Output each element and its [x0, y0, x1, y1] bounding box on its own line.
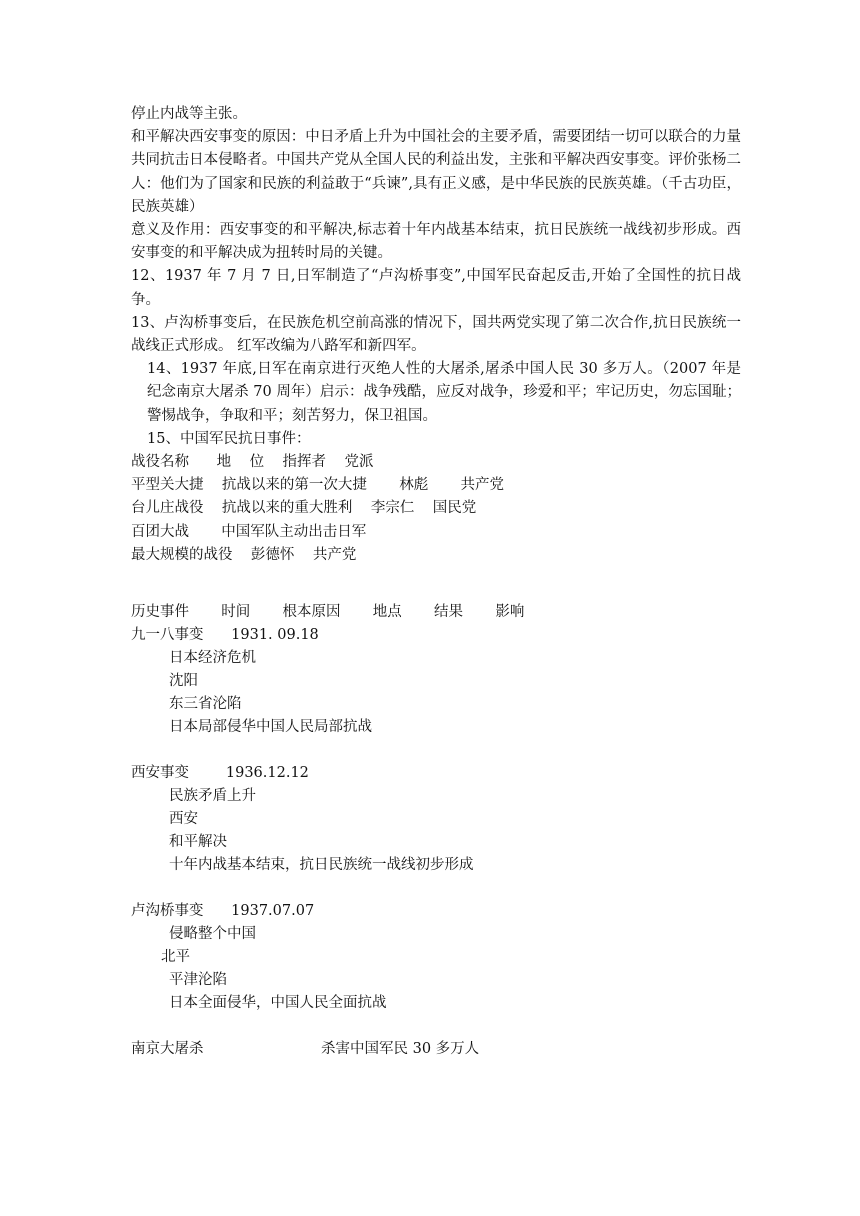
- event-title: 卢沟桥事变 1937.07.07: [131, 903, 315, 919]
- battle-row: 百团大战 中国军队主动出击日军: [131, 523, 367, 540]
- battle-row: 平型关大捷 抗战以来的第一次大捷 林彪 共产党: [131, 477, 504, 494]
- event-impact: 日本全面侵华，中国人民全面抗战: [169, 995, 387, 1011]
- event-result: 平津沦陷: [169, 972, 227, 988]
- paragraph: 13、卢沟桥事变后，在民族危机空前高涨的情况下，国共两党实现了第二次合作,抗日民族统一战线正式形成。 红军改编为八路军和新四军。: [131, 314, 741, 355]
- event-place: 北平: [161, 949, 190, 965]
- event-title: 南京大屠杀: [131, 1041, 204, 1057]
- body-text: [131, 103, 741, 567]
- battle-row: 战役名称 地 位 指挥者 党派: [131, 454, 374, 471]
- paragraph: 15、中国军民抗日事件：: [147, 430, 311, 447]
- battle-row: 台儿庄战役 抗战以来的重大胜利 李宗仁 国民党: [131, 500, 477, 517]
- event-result: 和平解决: [169, 834, 227, 850]
- event-cause: 侵略整个中国: [169, 926, 256, 942]
- events-header: 历史事件 时间 根本原因 地点 结果 影响: [131, 604, 525, 620]
- battle-row: 最大规模的战役 彭德怀 共产党: [131, 546, 357, 563]
- event-title: 西安事变 1936.12.12: [131, 765, 309, 781]
- paragraph: 12、1937 年 7 月 7 日,日军制造了“卢沟桥事变”,中国军民奋起反击,开始了全国性的抗日战争。: [131, 268, 741, 308]
- event-place: 西安: [169, 811, 198, 827]
- event-impact: 日本局部侵华中国人民局部抗战: [169, 719, 372, 735]
- paragraph: 停止内战等主张。: [131, 106, 247, 122]
- event-cause: 日本经济危机: [169, 650, 256, 666]
- paragraph: 14、1937 年底,日军在南京进行灭绝人性的大屠杀,屠杀中国人民 30 多万人。（2007 年是纪念南京大屠杀 70 周年）启示：战争残酷，应反对战争，珍爱和平；牢记历史，勿忘国耻；警惕战争，争取和平；刻苦努力，保卫祖国。: [147, 361, 741, 424]
- event-impact: 十年内战基本结束，抗日民族统一战线初步形成: [169, 857, 474, 873]
- event-place: 沈阳: [169, 673, 198, 689]
- event-result: 东三省沦陷: [169, 696, 242, 712]
- event-title: 九一八事变 1931. 09.18: [131, 627, 319, 643]
- paragraph: 和平解决西安事变的原因：中日矛盾上升为中国社会的主要矛盾，需要团结一切可以联合的力量共同抗击日本侵略者。中国共产党从全国人民的利益出发，主张和平解决西安事变。评价张杨二人：他们为了国家和民族的利益敢于“兵谏”,具有正义感，是中华民族的民族英雄。（千古功臣，民族英雄）: [131, 129, 741, 215]
- event-cause: 民族矛盾上升: [169, 788, 256, 804]
- event-impact: 杀害中国军民 30 多万人: [321, 1041, 480, 1057]
- paragraph: 意义及作用：西安事变的和平解决,标志着十年内战基本结束，抗日民族统一战线初步形成。西安事变的和平解决成为扭转时局的关键。: [131, 222, 741, 262]
